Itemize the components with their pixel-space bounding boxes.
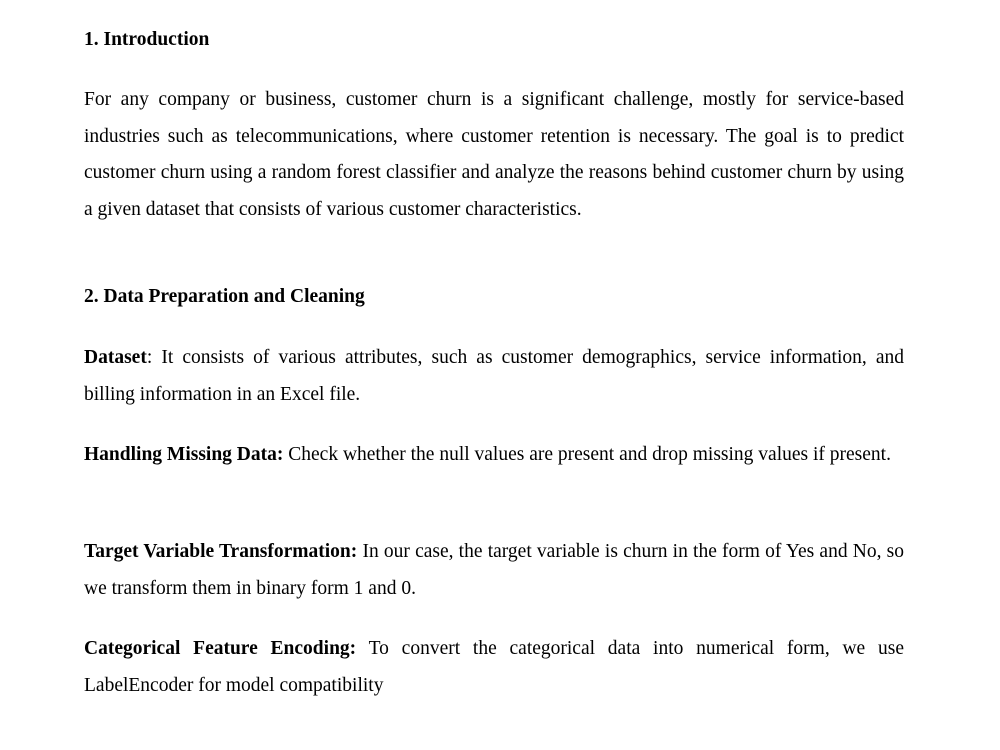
text-categorical-encoding: To convert the categorical data into numerical form, we use LabelEncoder for model compatibility	[84, 638, 904, 696]
term-target-variable: Target Variable Transformation:	[84, 541, 358, 562]
section-heading-data-preparation: 2. Data Preparation and Cleaning	[84, 286, 365, 307]
term-missing-data: Handling Missing Data:	[84, 444, 284, 465]
text-missing-data: Check whether the null values are present and drop missing values if present.	[283, 444, 891, 465]
text-target-variable: In our case, the target variable is churn in the form of Yes and No, so we transform them in binary form 1 and 0.	[84, 541, 904, 599]
paragraph-dataset	[84, 340, 904, 413]
term-dataset: Dataset	[84, 347, 147, 368]
introduction-paragraph: For any company or business, customer churn is a significant challenge, mostly for service-based industries such as telecommunications, where customer retention is necessary. The goal is to predict customer churn using a random forest classifier and analyze the reasons behind customer churn by using a given dataset that consists of various customer characteristics.	[84, 89, 904, 220]
paragraph-categorical-encoding	[84, 631, 904, 704]
paragraph-missing-data	[84, 437, 904, 474]
paragraph-target-variable	[84, 534, 904, 607]
term-categorical-encoding: Categorical Feature Encoding:	[84, 638, 357, 659]
section-heading-introduction: 1. Introduction	[84, 29, 210, 50]
text-dataset: : It consists of various attributes, such as customer demographics, service information, and billing information in an Excel file.	[84, 347, 904, 405]
